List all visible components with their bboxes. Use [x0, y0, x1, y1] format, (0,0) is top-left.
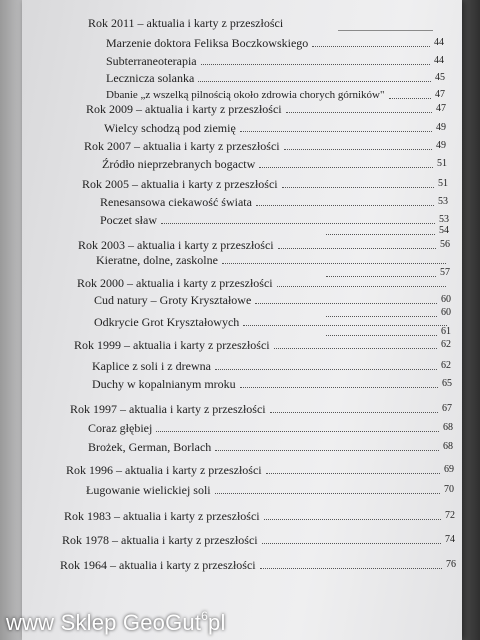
- toc-entry: [60, 558, 456, 572]
- toc-entry-title: Duchy w kopalnianym mroku: [92, 377, 236, 391]
- leader-dots: [222, 262, 446, 264]
- toc-entry-title: Coraz głębiej: [88, 421, 153, 435]
- leader-dots: [277, 285, 446, 287]
- toc-entry-title: Odkrycie Grot Kryształowych: [94, 315, 240, 329]
- leader-dots: [284, 148, 432, 150]
- toc-entry: [106, 36, 444, 50]
- toc-entry-page: 44: [434, 37, 444, 48]
- toc-entry: [70, 402, 452, 416]
- leader-dots: [215, 449, 439, 451]
- toc-entry: [62, 533, 455, 547]
- toc-entry-title: Rok 2009 – aktualia i karty z przeszłości: [86, 102, 282, 116]
- toc-entry: [106, 71, 445, 85]
- toc-entry: [94, 293, 451, 307]
- leader-dots: [215, 368, 437, 370]
- toc-entry-title: Brożek, German, Borlach: [88, 440, 212, 454]
- toc-entry: [102, 157, 447, 171]
- watermark-suffix: pl: [208, 610, 226, 635]
- toc-entry-page: 69: [444, 464, 454, 475]
- leader-dots: [326, 334, 437, 336]
- toc-entry-title: Dbanie „z wszelką pilnością około zdrowia chorych górników": [106, 89, 385, 101]
- toc-entry: [74, 338, 451, 352]
- toc-entry-page: 57: [440, 267, 450, 278]
- toc-entry: [77, 276, 450, 290]
- leader-dots: [260, 567, 442, 569]
- leader-dots: [262, 542, 441, 544]
- toc-entry: [92, 377, 452, 391]
- toc-entry-title: Kieratne, dolne, zaskolne: [96, 253, 218, 267]
- toc-entry-page: 49: [436, 140, 446, 151]
- toc-entry-page: 47: [435, 89, 445, 100]
- toc-entry-title: Rok 2007 – aktualia i karty z przeszłości: [84, 139, 280, 153]
- toc-entry-title: Lecznicza solanka: [106, 71, 195, 85]
- toc-entry-title: Kaplice z soli i z drewna: [92, 359, 211, 373]
- toc-entry: [96, 253, 450, 267]
- table-of-contents: [22, 0, 462, 600]
- toc-entry: [322, 224, 449, 238]
- toc-entry-page: 47: [436, 103, 446, 114]
- toc-entry: [88, 440, 453, 454]
- toc-entry-page: 53: [439, 214, 449, 225]
- watermark-superscript: 6: [201, 609, 209, 623]
- toc-entry-title: Subterraneoterapia: [106, 54, 197, 68]
- toc-entry-page: 74: [445, 534, 455, 545]
- leader-dots: [240, 386, 438, 388]
- toc-entry: [78, 238, 450, 252]
- toc-entry: [88, 16, 438, 30]
- toc-entry: [106, 54, 444, 68]
- leader-dots: [240, 130, 432, 132]
- toc-entry: [66, 463, 454, 477]
- leader-dots: [278, 247, 436, 249]
- leader-dots: [282, 186, 434, 188]
- leader-dots: [259, 166, 433, 168]
- leader-dots: [198, 80, 431, 82]
- toc-entry-page: 54: [439, 225, 449, 236]
- leader-dots: [270, 411, 438, 413]
- toc-entry: [64, 509, 455, 523]
- toc-entry-page: 68: [443, 441, 453, 452]
- toc-entry-page: 72: [445, 510, 455, 521]
- toc-entry-title: Rok 1978 – aktualia i karty z przeszłości: [62, 533, 258, 547]
- toc-entry-title: Rok 1964 – aktualia i karty z przeszłości: [60, 558, 256, 572]
- leader-dots: [389, 97, 432, 99]
- toc-entry: [104, 121, 446, 135]
- watermark-text: www Sklep GeoGut: [6, 610, 202, 635]
- toc-entry-page: 49: [436, 122, 446, 133]
- leader-dots: [266, 472, 440, 474]
- toc-entry-page: 51: [437, 158, 447, 169]
- toc-entry-page: 56: [440, 239, 450, 250]
- toc-entry-title: Cud natury – Groty Kryształowe: [94, 293, 252, 307]
- toc-entry-title: Rok 2000 – aktualia i karty z przeszłości: [77, 276, 273, 290]
- toc-entry: [84, 139, 446, 153]
- toc-entry-page: 62: [441, 339, 451, 350]
- toc-entry-page: 61: [441, 326, 451, 337]
- toc-entry-page: 67: [442, 403, 452, 414]
- toc-entry-title: Poczet sław: [100, 213, 157, 227]
- leader-dots: [326, 233, 435, 235]
- toc-entry-title: Renesansowa ciekawość świata: [100, 195, 252, 209]
- book-page: [22, 0, 462, 640]
- toc-entry-page: 68: [443, 422, 453, 433]
- toc-entry-page: 65: [442, 378, 452, 389]
- toc-entry-title: Rok 2003 – aktualia i karty z przeszłości: [78, 238, 274, 252]
- leader-dots: [274, 347, 437, 349]
- leader-dots: [201, 63, 430, 65]
- leader-dots: [255, 302, 437, 304]
- toc-entry-page: 62: [441, 360, 451, 371]
- toc-entry-title: Rok 1996 – aktualia i karty z przeszłości: [66, 463, 262, 477]
- leader-dots: [156, 430, 439, 432]
- leader-dots: [264, 518, 441, 520]
- toc-entry-page: 45: [435, 72, 445, 83]
- toc-entry-page: 51: [438, 178, 448, 189]
- toc-entry: [100, 195, 448, 209]
- toc-entry-title: Rok 1997 – aktualia i karty z przeszłości: [70, 402, 266, 416]
- section-rule: [338, 30, 433, 31]
- toc-entry-page: 60: [441, 294, 451, 305]
- toc-entry-title: Źródło nieprzebranych bogactw: [102, 157, 256, 171]
- toc-entry-title: Wielcy schodzą pod ziemię: [104, 121, 236, 135]
- toc-entry-title: Ługowanie wielickiej soli: [86, 483, 211, 497]
- toc-entry-title: Rok 2011 – aktualia i karty z przeszłości: [88, 16, 284, 30]
- toc-entry-page: 76: [446, 559, 456, 570]
- toc-entry-title: Rok 2005 – aktualia i karty z przeszłości: [82, 177, 278, 191]
- toc-entry: [322, 325, 451, 339]
- toc-entry: [92, 359, 451, 373]
- toc-entry-title: Rok 1999 – aktualia i karty z przeszłości: [74, 338, 270, 352]
- leader-dots: [256, 204, 434, 206]
- shop-watermark: [6, 609, 226, 636]
- toc-entry: [86, 483, 454, 497]
- toc-entry: [82, 177, 448, 191]
- toc-entry: [86, 102, 446, 116]
- toc-entry-page: 70: [444, 484, 454, 495]
- toc-entry-title: Rok 1983 – aktualia i karty z przeszłości: [64, 509, 260, 523]
- toc-entry: [106, 88, 445, 102]
- toc-entry: [88, 421, 453, 435]
- leader-dots: [286, 111, 432, 113]
- toc-entry-page: 53: [438, 196, 448, 207]
- toc-entry-page: 44: [434, 55, 444, 66]
- leader-dots: [215, 492, 440, 494]
- toc-entry-title: Marzenie doktora Feliksa Boczkowskiego: [106, 36, 309, 50]
- leader-dots: [312, 45, 430, 47]
- toc-entry-page: 60: [441, 307, 451, 318]
